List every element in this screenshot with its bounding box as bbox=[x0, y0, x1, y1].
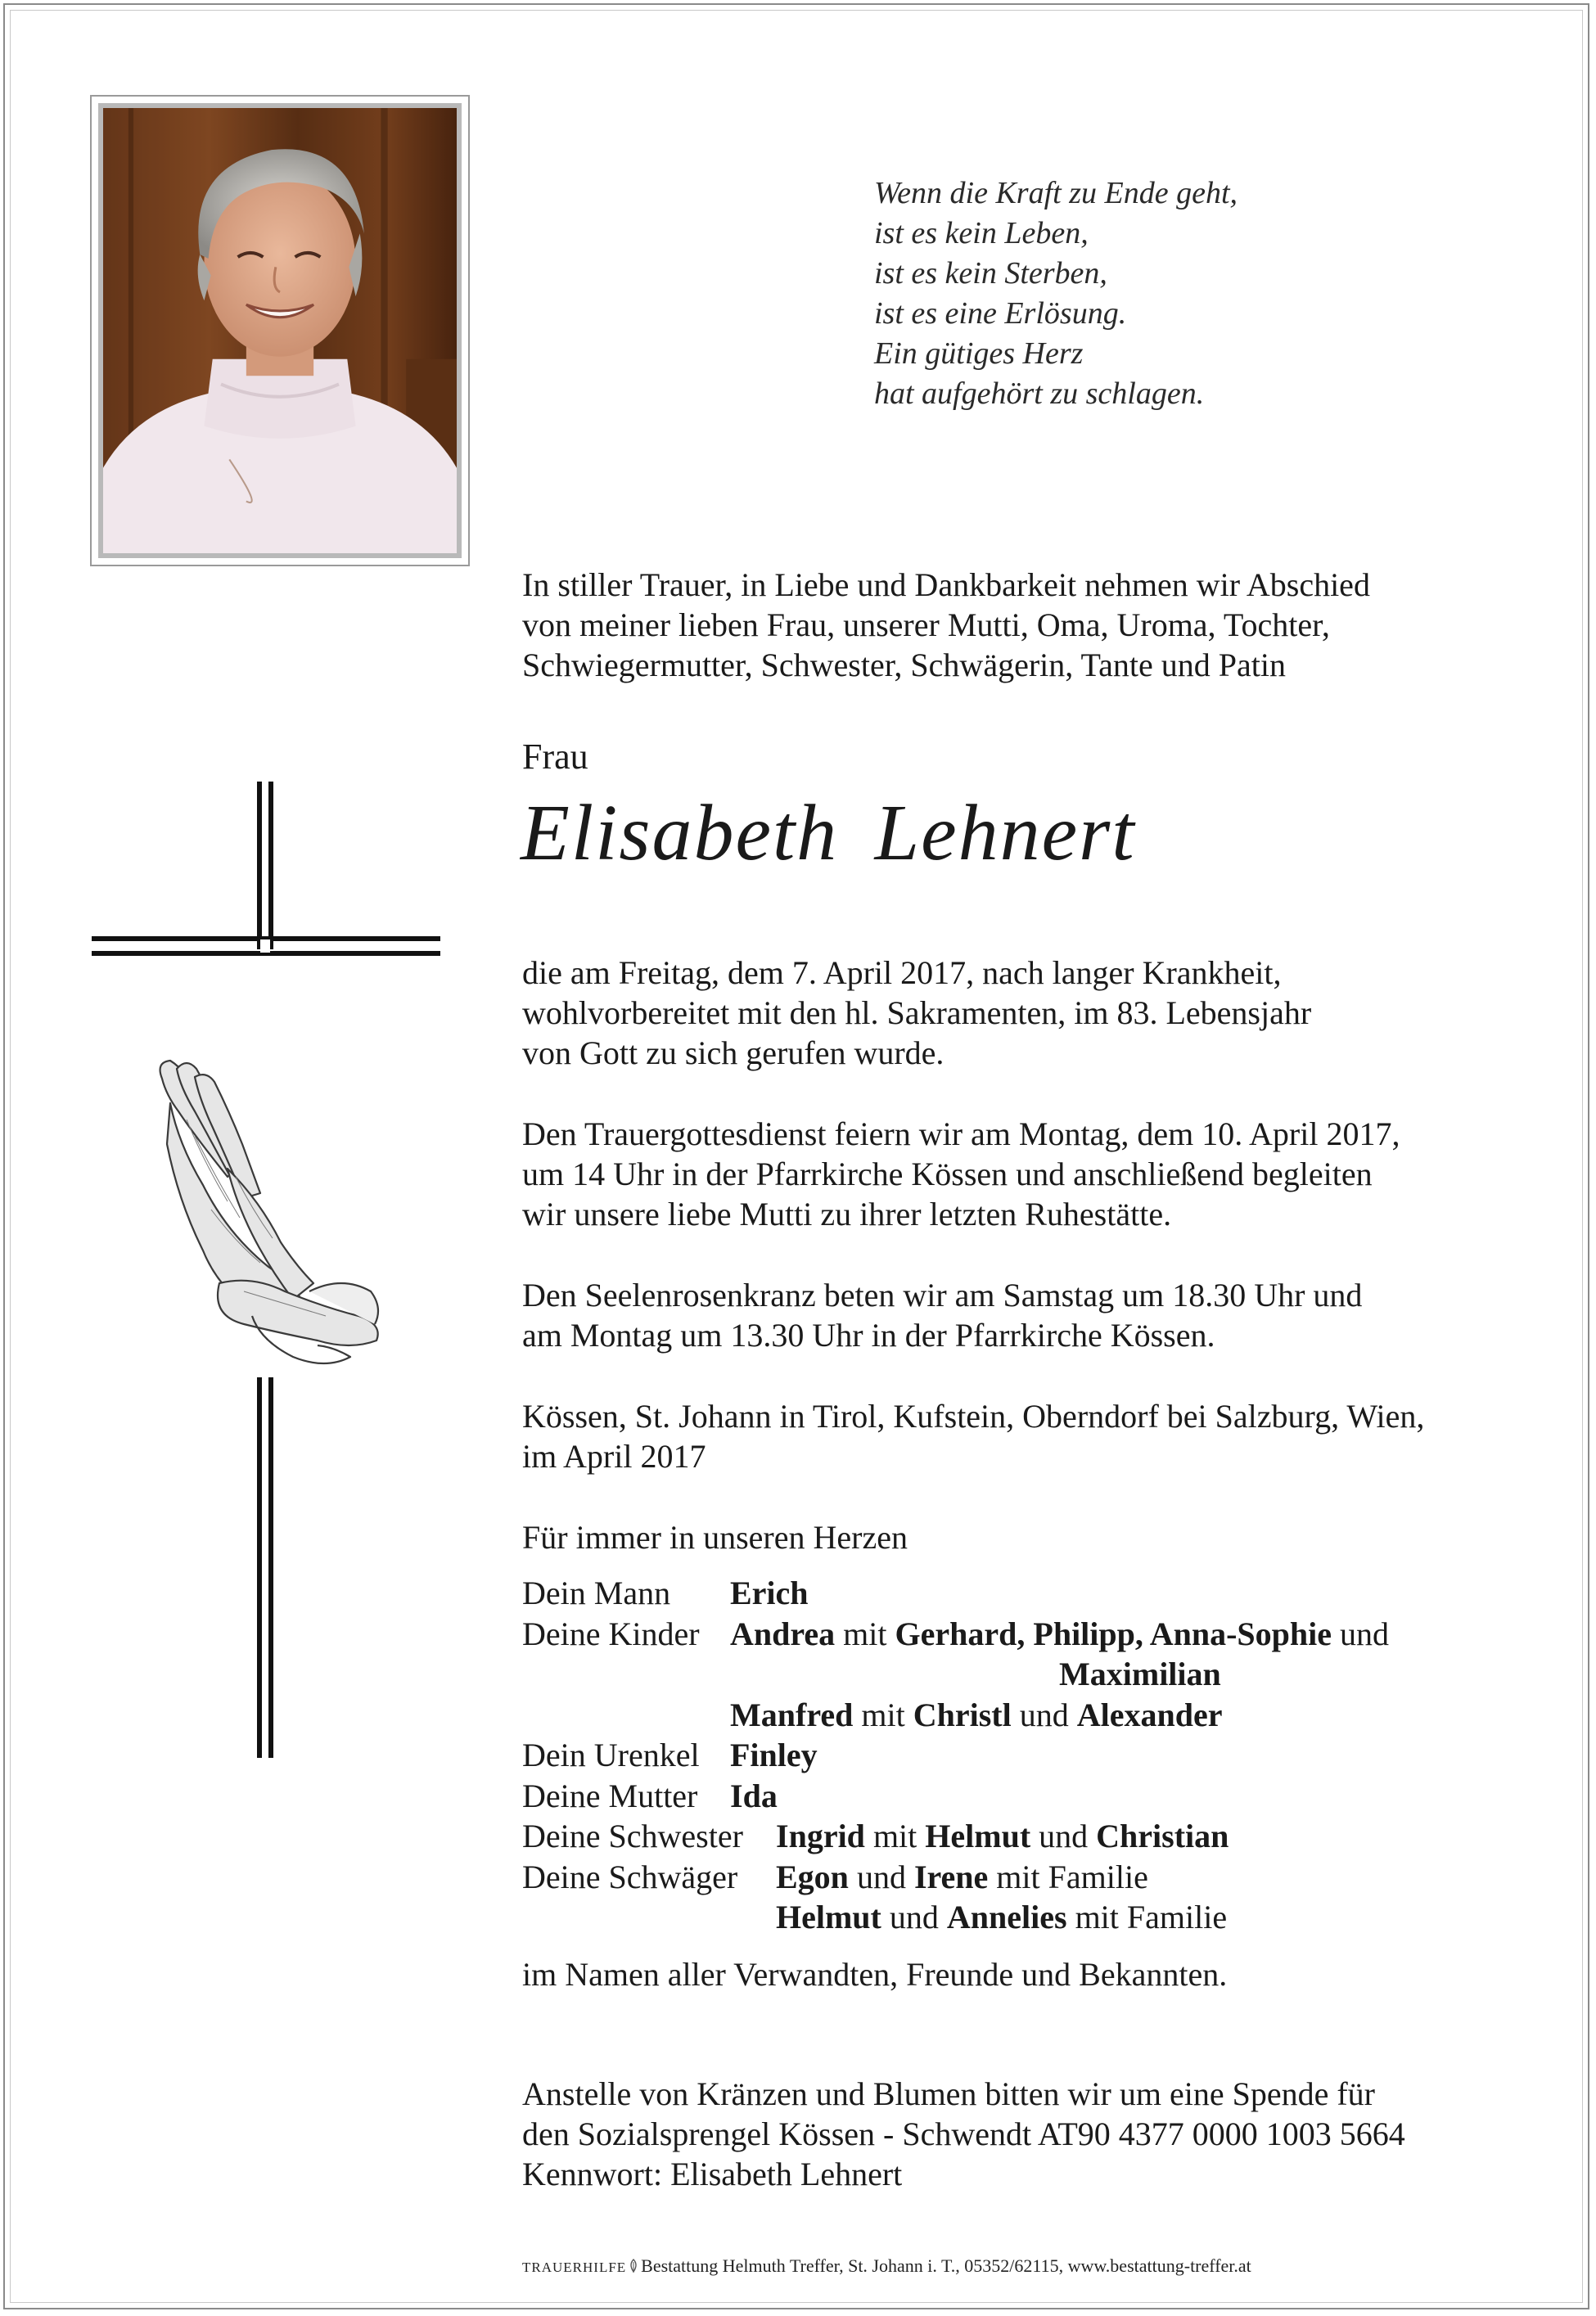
portrait-photo bbox=[103, 108, 457, 553]
poem-line: ist es kein Leben, bbox=[874, 216, 1089, 250]
funeral-info: Den Trauergottesdienst feiern wir am Montag, dem 10. April 2017, um 14 Uhr in der Pfarrkirche Kössen und anschließend begleiten wir unsere liebe Mutti zu ihrer letzten Ruhestätte. bbox=[522, 1115, 1400, 1232]
closing-line: im Namen aller Verwandten, Freunde und Bekannten. bbox=[522, 1956, 1228, 1993]
salutation: Frau bbox=[522, 737, 588, 777]
intro-text: In stiller Trauer, in Liebe und Dankbarkeit nehmen wir Abschied von meiner lieben Frau, unserer Mutti, Oma, Uroma, Tochter, Schwiegermutter, Schwester, Schwägerin, Tante und Patin bbox=[522, 566, 1370, 683]
donation-request: Anstelle von Kränzen und Blumen bitten wir um eine Spende für den Sozialsprengel Kössen - Schwendt AT90 4377 0000 1003 5664 Kennwort: Elisabeth Lehnert bbox=[522, 2075, 1405, 2192]
poem-line: Wenn die Kraft zu Ende geht, bbox=[874, 176, 1238, 210]
poem-line: hat aufgehört zu schlagen. bbox=[874, 376, 1205, 411]
leaf-icon bbox=[628, 2259, 639, 2273]
cross-vertical-bottom bbox=[257, 1377, 273, 1758]
poem bbox=[874, 173, 1447, 414]
deceased-name: Elisabeth Lehnert bbox=[521, 789, 1136, 877]
poem-line: ist es eine Erlösung. bbox=[874, 296, 1127, 331]
portrait-photo-frame bbox=[90, 95, 470, 566]
funeral-home-brand: TRAUERHILFE bbox=[522, 2260, 627, 2275]
forever-line: Für immer in unseren Herzen bbox=[522, 1519, 908, 1556]
rosary-info: Den Seelenrosenkranz beten wir am Samstag um 18.30 Uhr und am Montag um 13.30 Uhr in der Pfarrkirche Kössen. bbox=[522, 1277, 1363, 1354]
funeral-home-info: Bestattung Helmuth Treffer, St. Johann i. T., 05352/62115, www.bestattung-treffer.at bbox=[641, 2255, 1251, 2276]
praying-hands-icon bbox=[138, 1046, 399, 1373]
poem-line: Ein gütiges Herz bbox=[874, 336, 1084, 371]
cross-vertical-top bbox=[257, 782, 273, 949]
footer bbox=[522, 2255, 1251, 2278]
death-notice: die am Freitag, dem 7. April 2017, nach langer Krankheit, wohlvorbereitet mit den hl. Sakramenten, im 83. Lebensjahr von Gott zu sich gerufen wurde. bbox=[522, 954, 1312, 1071]
places-date: Kössen, St. Johann in Tirol, Kufstein, Oberndorf bei Salzburg, Wien, im April 2017 bbox=[522, 1398, 1425, 1475]
poem-line: ist es kein Sterben, bbox=[874, 256, 1107, 291]
